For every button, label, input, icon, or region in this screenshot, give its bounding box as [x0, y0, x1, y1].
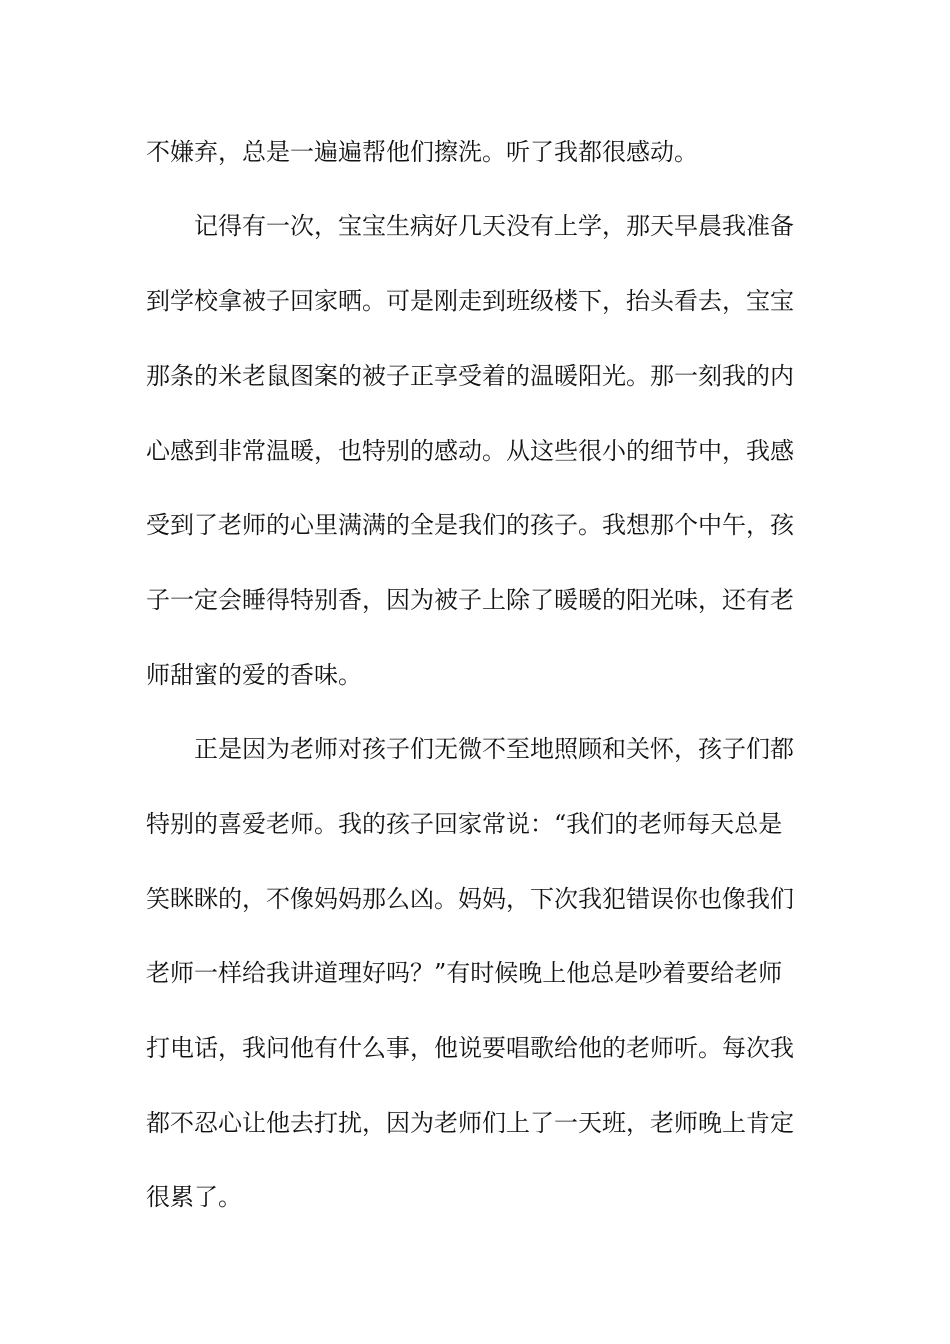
- text-line: 到学校拿被子回家晒。可是刚走到班级楼下，抬头看去，宝宝: [146, 287, 794, 315]
- text-line: 那条的米老鼠图案的被子正享受着的温暖阳光。那一刻我的内: [146, 362, 794, 390]
- text-line: 子一定会睡得特别香，因为被子上除了暖暖的阳光味，还有老: [146, 586, 794, 614]
- text-line: 特别的喜爱老师。我的孩子回家常说：“我们的老师每天总是: [146, 810, 783, 838]
- text-line: 师甜蜜的爱的香味。: [146, 661, 362, 689]
- text-line: 笑眯眯的，不像妈妈那么凶。妈妈，下次我犯错误你也像我们: [146, 885, 794, 913]
- text-line: 受到了老师的心里满满的全是我们的孩子。我想那个中午，孩: [146, 511, 794, 539]
- text-line: 不嫌弃，总是一遍遍帮他们擦洗。听了我都很感动。: [146, 138, 698, 166]
- text-line: 心感到非常温暖，也特别的感动。从这些很小的细节中，我感: [146, 437, 794, 465]
- paragraph-first-line: 记得有一次，宝宝生病好几天没有上学，那天早晨我准备: [194, 212, 794, 240]
- text-line: 打电话，我问他有什么事，他说要唱歌给他的老师听。每次我: [146, 1034, 794, 1062]
- paragraph-first-line: 正是因为老师对孩子们无微不至地照顾和关怀，孩子们都: [194, 735, 794, 763]
- text-line: 很累了。: [146, 1183, 242, 1211]
- text-line: 老师一样给我讲道理好吗？”有时候晚上他总是吵着要给老师: [146, 959, 783, 987]
- text-line: 都不忍心让他去打扰，因为老师们上了一天班，老师晚上肯定: [146, 1109, 794, 1137]
